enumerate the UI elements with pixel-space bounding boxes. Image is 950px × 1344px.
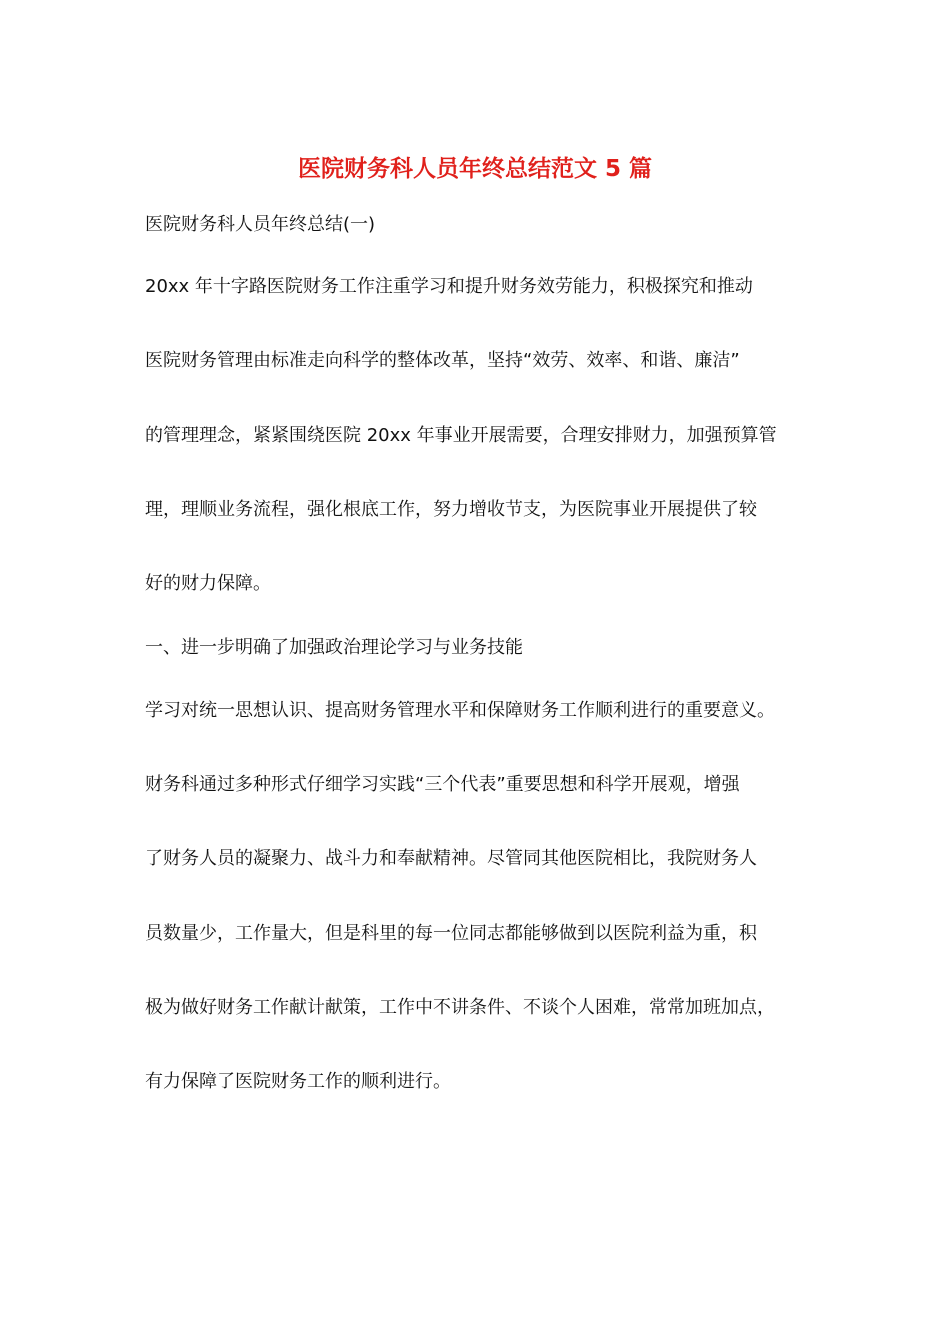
paragraph-line: 的管理理念，紧紧围绕医院 20xx 年事业开展需要，合理安排财力，加强预算管	[145, 425, 777, 446]
paragraph-line: 有力保障了医院财务工作的顺利进行。	[145, 1071, 451, 1092]
paragraph-line: 20xx 年十字路医院财务工作注重学习和提升财务效劳能力，积极探究和推动	[145, 276, 753, 297]
paragraph-line: 极为做好财务工作献计献策，工作中不讲条件、不谈个人困难，常常加班加点，	[145, 997, 775, 1018]
paragraph-line: 学习对统一思想认识、提高财务管理水平和保障财务工作顺利进行的重要意义。	[145, 700, 775, 721]
section-heading: 医院财务科人员年终总结(一)	[145, 214, 376, 235]
paragraph-line: 财务科通过多种形式仔细学习实践“三个代表”重要思想和科学开展观，增强	[145, 774, 740, 795]
paragraph-line: 医院财务管理由标准走向科学的整体改革，坚持“效劳、效率、和谐、廉洁”	[145, 350, 740, 371]
paragraph-line: 好的财力保障。	[145, 573, 271, 594]
paragraph-line: 了财务人员的凝聚力、战斗力和奉献精神。尽管同其他医院相比，我院财务人	[145, 848, 757, 869]
document-title: 医院财务科人员年终总结范文 5 篇	[297, 156, 653, 182]
paragraph-line: 员数量少，工作量大，但是科里的每一位同志都能够做到以医院利益为重，积	[145, 923, 757, 944]
subsection-heading: 一、进一步明确了加强政治理论学习与业务技能	[145, 637, 523, 658]
paragraph-line: 理，理顺业务流程，强化根底工作，努力增收节支，为医院事业开展提供了较	[145, 499, 757, 520]
